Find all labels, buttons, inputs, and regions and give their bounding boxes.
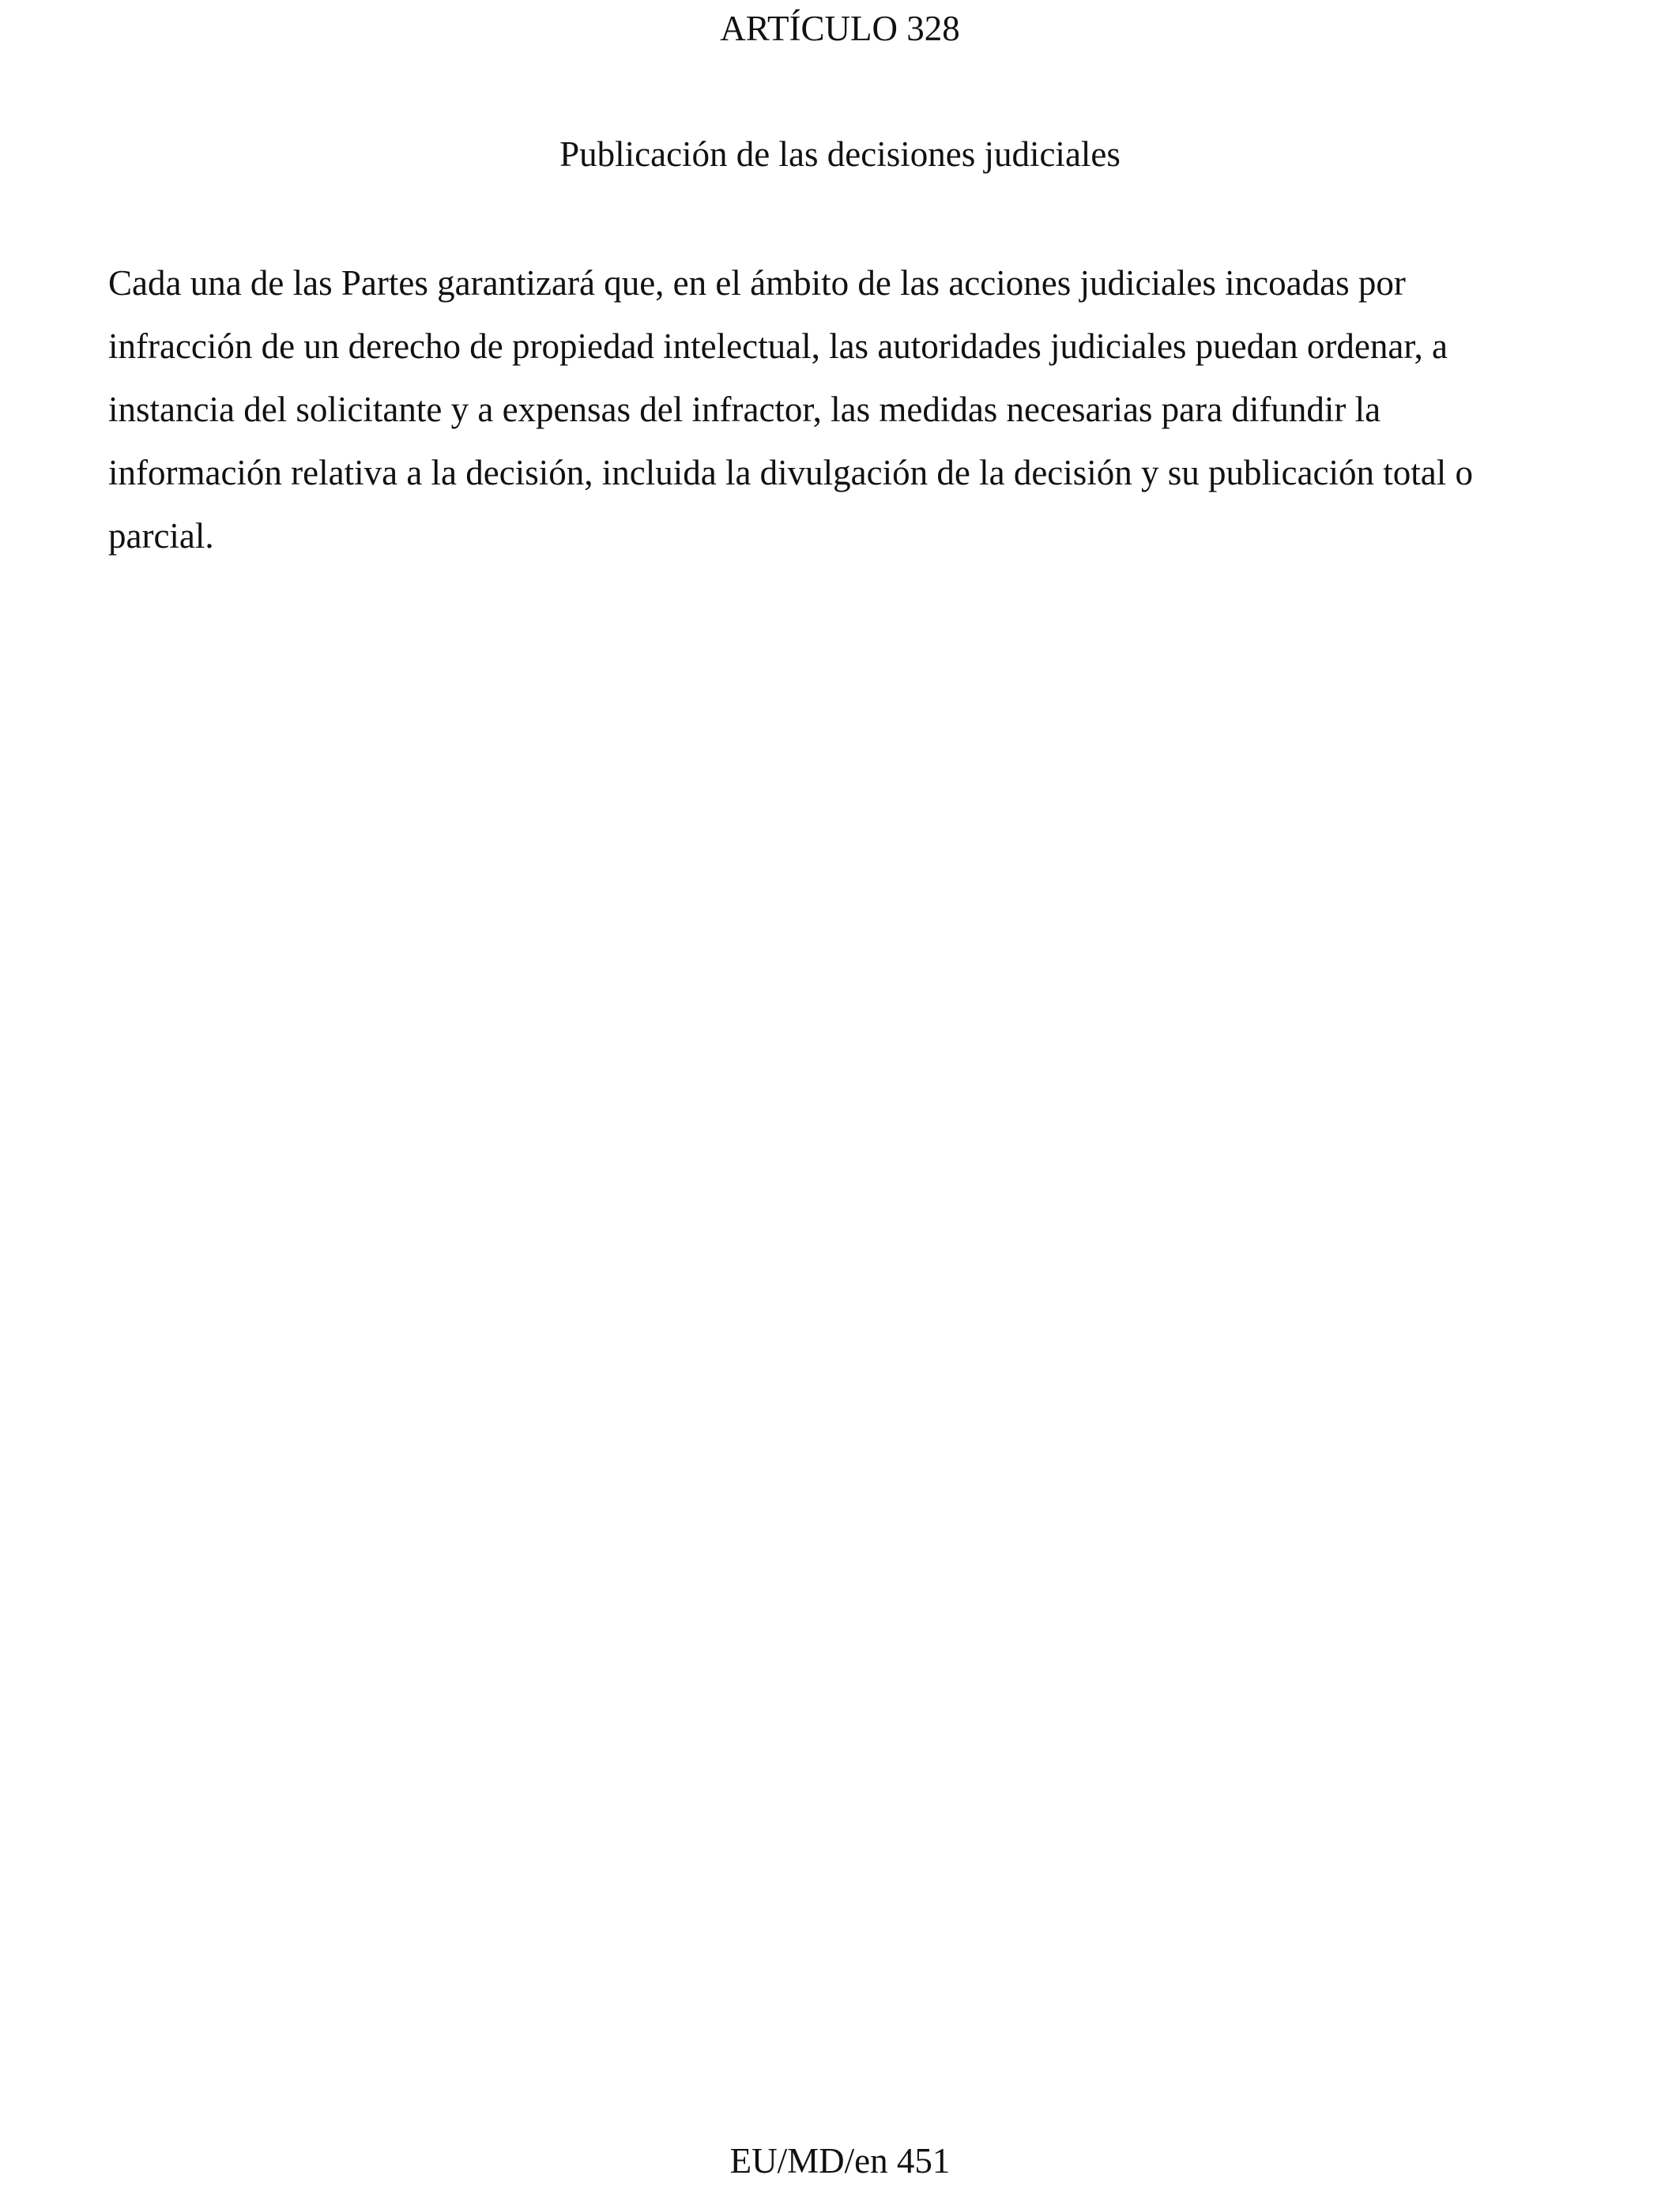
body-line: Cada una de las Partes garantizará que, en el ámbito de las acciones judiciales incoadas por (108, 263, 1406, 303)
body-line: instancia del solicitante y a expensas del infractor, las medidas necesarias para difundir la (108, 390, 1381, 429)
body-line: información relativa a la decisión, incluida la divulgación de la decisión y su publicación total o (108, 453, 1473, 492)
article-number: ARTÍCULO 328 (720, 9, 960, 48)
body-line: infracción de un derecho de propiedad intelectual, las autoridades judiciales puedan ordenar, a (108, 326, 1448, 366)
page-footer: EU/MD/en 451 (729, 2141, 951, 2181)
article-body (108, 251, 1523, 567)
article-title: Publicación de las decisiones judiciales (559, 134, 1121, 174)
body-line: parcial. (108, 516, 214, 556)
